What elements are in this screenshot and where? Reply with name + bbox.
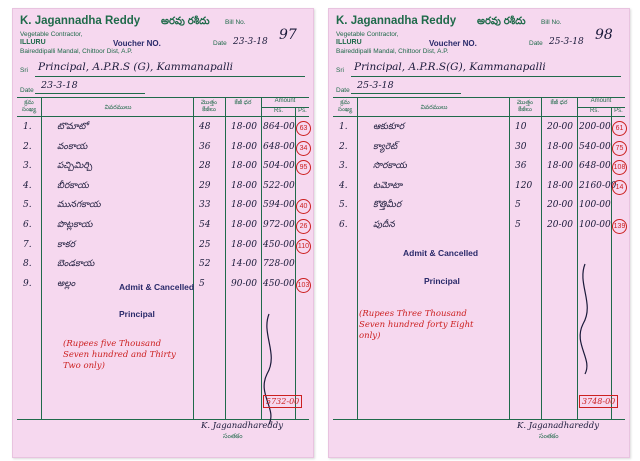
row-item: కాకర xyxy=(57,239,75,250)
row-item: టొమాటో xyxy=(57,122,88,132)
row-rate: 20-00 xyxy=(547,200,573,211)
row-check-mark: 26 xyxy=(296,219,311,234)
row-item: కొత్తిమీర xyxy=(373,200,402,211)
col-serial: క్రమ సంఖ్య xyxy=(21,100,37,113)
row-item: క్యారెట్ xyxy=(373,141,398,152)
row-check-mark: 110 xyxy=(296,239,311,254)
amount-in-words: (Rupees Three Thousand Seven hundred forty Eight only) xyxy=(359,309,474,341)
row-item: అల్లం xyxy=(57,278,76,289)
total-amount: 3748-00 xyxy=(579,395,618,408)
row-amount: 648-00 xyxy=(579,161,611,172)
date-label: Date xyxy=(336,87,350,94)
row-qty: 5 xyxy=(515,220,521,230)
contractor-line3: Baireddipalli Mandal, Chittoor Dist, A.P. xyxy=(20,48,133,55)
row-number: 8. xyxy=(23,259,32,270)
row-number: 6. xyxy=(339,220,348,230)
row-number: 2. xyxy=(339,141,348,152)
row-number: 7. xyxy=(23,239,32,250)
col-rate: కేజీ ధర xyxy=(234,100,252,106)
row-number: 4. xyxy=(23,180,32,191)
contractor-name: K. Jagannadha Reddy xyxy=(336,15,457,27)
date-value: 25-3-18 xyxy=(357,80,394,91)
contractor-line1: Vegetable Contractor, xyxy=(336,31,399,38)
row-number: 6. xyxy=(23,220,32,230)
signature: K. Jaganadhareddy xyxy=(517,421,600,431)
contractor-line2: ILLURU xyxy=(20,39,46,46)
signature-label: సంతకం xyxy=(539,433,559,440)
row-qty: 5 xyxy=(515,200,521,211)
row-rate: 18-00 xyxy=(547,161,573,172)
bill-no-label: Bill No. xyxy=(541,19,562,26)
row-number: 4. xyxy=(339,180,348,191)
row-check-mark: 95 xyxy=(296,160,311,175)
row-number: 2. xyxy=(23,141,32,152)
row-check-mark: 61 xyxy=(612,121,627,136)
row-number: 9. xyxy=(23,278,32,289)
bill-98 xyxy=(328,8,630,458)
row-item: సొరకాయ xyxy=(373,161,407,172)
bill-number: 98 xyxy=(595,27,613,43)
row-rate: 18-00 xyxy=(231,161,257,172)
col-serial: క్రమ సంఖ్య xyxy=(337,100,353,113)
date-top-label: Date xyxy=(213,40,227,47)
date-label: Date xyxy=(20,87,34,94)
row-rate: 18-00 xyxy=(231,220,257,230)
bill-97 xyxy=(12,8,314,458)
row-item: ఆకుకూర xyxy=(373,122,405,132)
row-rate: 18-00 xyxy=(231,122,257,132)
row-rate: 90-00 xyxy=(231,278,257,289)
row-rate: 18-00 xyxy=(231,239,257,250)
row-amount: 450-00 xyxy=(263,239,295,250)
sri-value: Principal, A.P.R.S (G), Kammanapalli xyxy=(38,61,234,73)
contractor-line2: ILLURU xyxy=(336,39,362,46)
row-item: టమోటా xyxy=(373,180,403,191)
row-qty: 25 xyxy=(199,239,211,250)
row-rate: 14-00 xyxy=(231,259,257,270)
row-number: 3. xyxy=(339,161,348,172)
signature-label: సంతకం xyxy=(223,433,243,440)
row-amount: 648-00 xyxy=(263,141,295,152)
row-amount: 2160-00 xyxy=(579,180,617,191)
receipt-title: అరవు రశీదు xyxy=(477,16,526,27)
row-check-mark: 139 xyxy=(612,219,627,234)
contractor-name: K. Jagannadha Reddy xyxy=(20,15,141,27)
row-qty: 5 xyxy=(199,278,205,289)
row-check-mark: 40 xyxy=(296,199,311,214)
row-item: పొట్లకాయ xyxy=(57,220,93,230)
sri-value: Principal, A.P.R.S(G), Kammanapalli xyxy=(354,61,546,73)
row-check-mark: 14 xyxy=(612,180,627,195)
row-item: పుదీన xyxy=(373,220,395,230)
admit-cancelled-stamp: Admit & Cancelled xyxy=(403,248,479,258)
row-rate: 18-00 xyxy=(231,200,257,211)
col-rs: Rs. xyxy=(590,108,599,114)
receipt-title: అరవు రశీదు xyxy=(161,16,210,27)
voucher-label: Voucher NO. xyxy=(429,39,477,48)
principal-stamp: Principal xyxy=(424,276,460,286)
total-amount: 5732-00 xyxy=(263,395,302,408)
voucher-label: Voucher NO. xyxy=(113,39,161,48)
col-total-kg: మొత్తం కేజీలు xyxy=(516,100,534,113)
row-amount: 450-00 xyxy=(263,278,295,289)
row-qty: 30 xyxy=(515,141,527,152)
row-item: బీరకాయ xyxy=(57,180,89,191)
col-rs: Rs. xyxy=(274,108,283,114)
row-number: 5. xyxy=(23,200,32,211)
row-item: వంకాయ xyxy=(57,141,88,152)
col-particulars: వివరములు xyxy=(420,105,448,111)
row-qty: 10 xyxy=(515,122,527,132)
col-ps: Ps. xyxy=(298,108,307,114)
row-qty: 48 xyxy=(199,122,211,132)
row-amount: 728-00 xyxy=(263,259,295,270)
date-value: 23-3-18 xyxy=(41,80,78,91)
strike-line-icon xyxy=(249,309,289,429)
row-check-mark: 34 xyxy=(296,141,311,156)
row-amount: 200-00 xyxy=(579,122,611,132)
row-check-mark: 63 xyxy=(296,121,311,136)
col-total-kg: మొత్తం కేజీలు xyxy=(200,100,218,113)
bill-no-label: Bill No. xyxy=(225,19,246,26)
col-ps: Ps. xyxy=(614,108,623,114)
strike-line-icon xyxy=(565,259,605,379)
admit-cancelled-stamp: Admit & Cancelled xyxy=(119,282,195,292)
row-rate: 20-00 xyxy=(547,220,573,230)
row-rate: 18-00 xyxy=(231,180,257,191)
row-qty: 36 xyxy=(199,141,211,152)
col-amount: Amount xyxy=(590,98,612,104)
principal-stamp: Principal xyxy=(119,309,155,319)
row-amount: 522-00 xyxy=(263,180,295,191)
row-rate: 18-00 xyxy=(547,141,573,152)
date-top-label: Date xyxy=(529,40,543,47)
row-qty: 29 xyxy=(199,180,211,191)
signature: K. Jaganadhareddy xyxy=(201,421,284,431)
col-amount: Amount xyxy=(274,98,296,104)
row-amount: 972-00 xyxy=(263,220,295,230)
row-amount: 100-00 xyxy=(579,220,611,230)
contractor-line3: Baireddipalli Mandal, Chittoor Dist, A.P. xyxy=(336,48,449,55)
row-item: పచ్చిమిర్చి xyxy=(57,161,93,172)
col-rate: కేజీ ధర xyxy=(550,100,568,106)
row-qty: 28 xyxy=(199,161,211,172)
sri-label: Sri xyxy=(20,67,28,74)
row-number: 1. xyxy=(23,122,32,132)
row-check-mark: 108 xyxy=(612,160,627,175)
row-amount: 504-00 xyxy=(263,161,295,172)
row-qty: 36 xyxy=(515,161,527,172)
row-qty: 33 xyxy=(199,200,211,211)
date-top-value: 23-3-18 xyxy=(233,37,268,47)
amount-in-words: (Rupees five Thousand Seven hundred and Thirty Two only) xyxy=(63,339,176,371)
row-check-mark: 75 xyxy=(612,141,627,156)
sri-label: Sri xyxy=(336,67,344,74)
row-item: మునగకాయ xyxy=(57,200,101,211)
row-qty: 54 xyxy=(199,220,211,230)
row-amount: 864-00 xyxy=(263,122,295,132)
row-qty: 120 xyxy=(515,180,533,191)
row-amount: 594-00 xyxy=(263,200,295,211)
contractor-line1: Vegetable Contractor, xyxy=(20,31,83,38)
col-particulars: వివరములు xyxy=(104,105,132,111)
row-number: 5. xyxy=(339,200,348,211)
row-rate: 20-00 xyxy=(547,122,573,132)
row-amount: 100-00 xyxy=(579,200,611,211)
bill-number: 97 xyxy=(279,27,297,43)
row-number: 3. xyxy=(23,161,32,172)
date-top-value: 25-3-18 xyxy=(549,37,584,47)
row-check-mark: 103 xyxy=(296,278,311,293)
row-number: 1. xyxy=(339,122,348,132)
row-qty: 52 xyxy=(199,259,211,270)
row-amount: 540-00 xyxy=(579,141,611,152)
row-item: బెండకాయ xyxy=(57,259,95,270)
row-rate: 18-00 xyxy=(231,141,257,152)
row-rate: 18-00 xyxy=(547,180,573,191)
